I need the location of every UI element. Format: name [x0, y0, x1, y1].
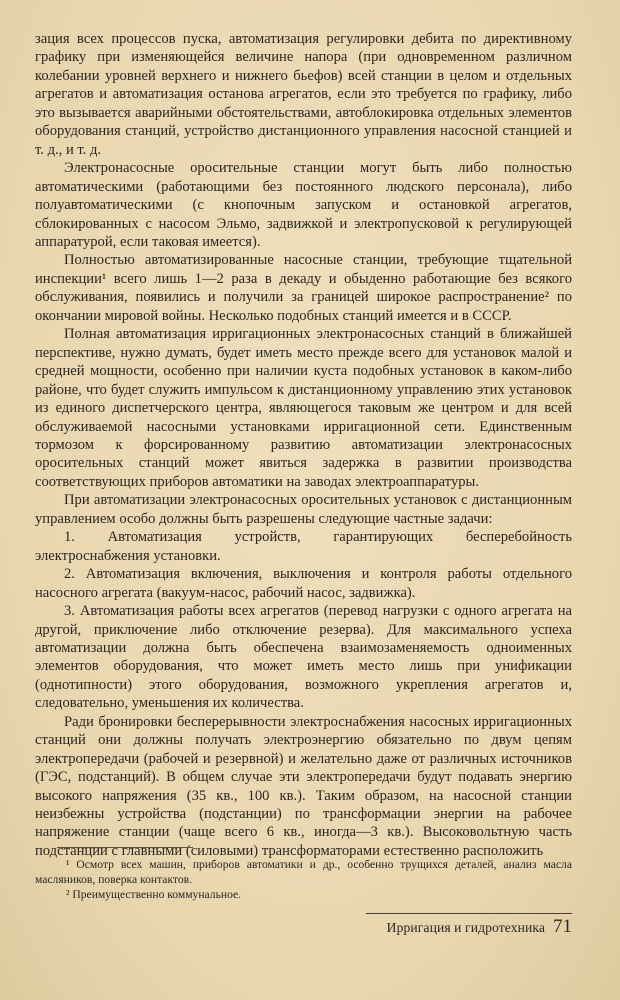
page-number: 71	[553, 916, 572, 937]
footnote-1: ¹ Осмотр всех машин, приборов автоматики и др., особенно трущихся деталей, анализ масла масляников, поверка контактов.	[35, 858, 572, 886]
footnote-2: ² Преимущественно коммунальное.	[66, 888, 242, 901]
paragraph-2: Электронасосные оросительные станции могут быть либо полностью автоматическими (работающими без постоянного людского персонала), либо полуавтоматическими (с кнопочным запуском и остановкой агрегатов, сблокированных с насосом Эльмо, задвижкой и электропусковой к регулирующей аппаратурой, если таковая имеется).	[35, 160, 572, 250]
paragraph-6: Ради бронировки бесперерывности электроснабжения насосных ирригационных станций они должны получать электроэнергию обязательно по двум цепям электропередачи (рабочей и резервной) и желательно даже от различных источников (ГЭС, подстанций). В общем случае эти электропередачи будут подавать энергию высокого напряжения (35 кв., 100 кв.). Таким образом, на насосной станции неизбежны устройства (подстанции) по трансформации энергии на рабочее напряжение станции (чаще всего 6 кв., иногда—3 кв.). Высоковольтную часть подстанции с главными (силовыми) трансформаторами естественно расположить	[35, 713, 572, 859]
main-text	[35, 30, 572, 860]
running-title: Ирригация и гидротехника	[386, 920, 545, 935]
paragraph-5: При автоматизации электронасосных оросительных установок с дистанционным управлением особо должны быть разрешены следующие частные задачи:	[35, 492, 572, 527]
footnote-divider	[57, 847, 193, 848]
list-item-2: 2. Автоматизация включения, выключения и контроля работы отдельного насосного агрегата (вакуум-насос, рабочий насос, задвижка).	[35, 566, 572, 601]
paragraph-3: Полностью автоматизированные насосные станции, требующие тщательной инспекции¹ всего лишь 1—2 раза в декаду и обыденно работающие без всякого обслуживания, появились и получили за границей широкое распространение² по окончании мировой войны. Несколько подобных станций имеется и в СССР.	[35, 252, 572, 324]
running-footer	[366, 913, 572, 938]
list-item-1: 1. Автоматизация устройств, гарантирующих бесперебойность электроснабжения установки.	[35, 529, 572, 564]
paragraph-4: Полная автоматизация ирригационных электронасосных станций в ближайшей перспективе, нужно думать, будет иметь место прежде всего для установок малой и средней мощности, особенно при наличии куста подобных установок в каком-либо районе, что будет служить импульсом к дистанционному управлению этих установок из единого диспетчерского центра, являющегося таковым же центром и для всей обслуживаемой насосными установками ирригационной сети. Единственным тормозом к форсированному развитию автоматизации электронасосных оросительных станций может явиться задержка в развитии производства соответствующих приборов автоматики на заводах электроаппаратуры.	[35, 326, 572, 490]
footnotes	[35, 857, 572, 902]
list-item-3: 3. Автоматизация работы всех агрегатов (перевод нагрузки с одного агрегата на другой, приключение либо отключение резерва). Для максимального успеха автоматизации должна быть обеспечена взаимозаменяемость одноименных элементов оборудования, что может иметь место лишь при унификации (однотипности) этого оборудования, возможного укрепления агрегатов и, следовательно, уменьшения их количества.	[35, 603, 572, 712]
paragraph-1: зация всех процессов пуска, автоматизация регулировки дебита по директивному графику при изменяющейся величине напора (при одновременном различном колебании уровней верхнего и нижнего бьефов) всей станции в целом и отдельных агрегатов и автоматизация останова агрегатов, если это требуется по графику, либо это вызывается аварийными обстоятельствами, автоблокировка отдельных элементов оборудования станций, устройство дистанционного управления насосной станцией и т. д., и т. д.	[35, 31, 572, 158]
